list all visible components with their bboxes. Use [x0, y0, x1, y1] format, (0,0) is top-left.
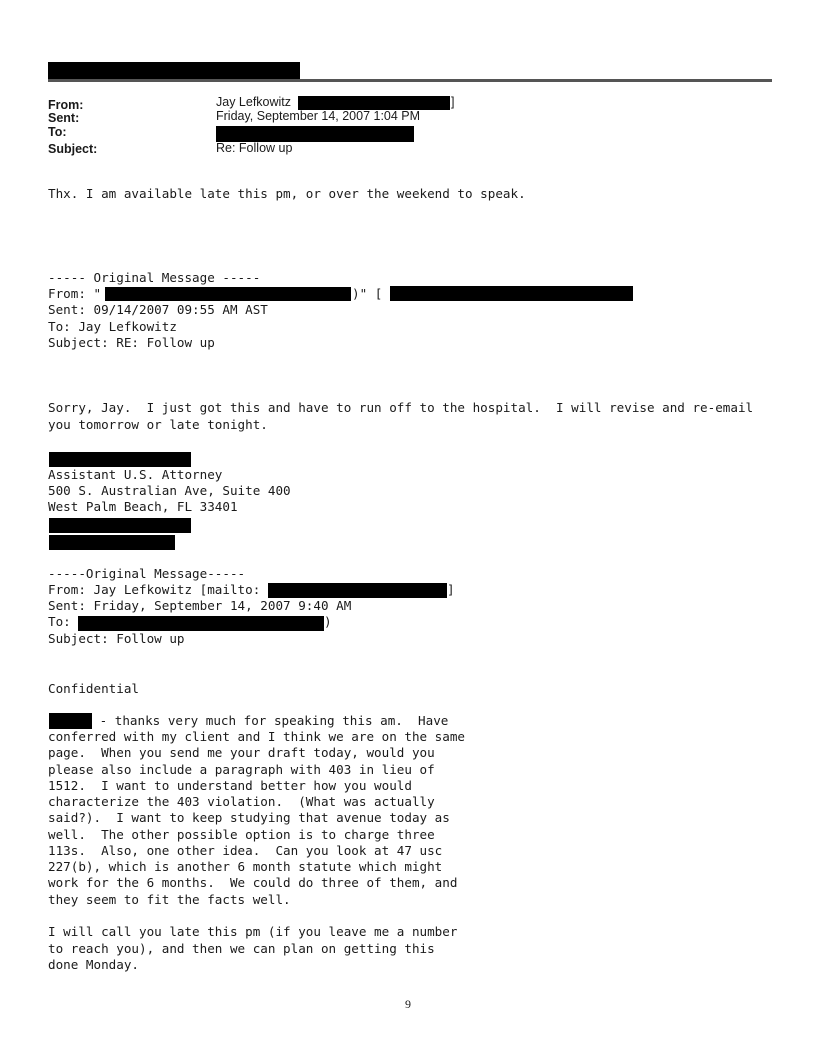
signature-city: West Palm Beach, FL 33401	[48, 499, 238, 514]
original-message-separator: ----- Original Message -----	[48, 270, 261, 285]
redaction-to	[216, 126, 414, 142]
from-label: From:	[48, 98, 84, 112]
redaction-original-2-email	[268, 583, 447, 598]
body-2-line-11: work for the 6 months. We could do three of them, and	[48, 875, 458, 890]
body-2-line-12: they seem to fit the facts well.	[48, 892, 291, 907]
sent-label: Sent:	[48, 111, 80, 125]
original-2-from: From: Jay Lefkowitz [mailto:	[48, 582, 261, 597]
signature-address: 500 S. Australian Ave, Suite 400	[48, 483, 291, 498]
original-2-sent: Sent: Friday, September 14, 2007 9:40 AM	[48, 598, 352, 613]
redaction-signature-phone	[49, 518, 191, 533]
body-2-line-9: 113s. Also, one other idea. Can you look at 47 usc	[48, 843, 443, 858]
body-1-line-2: you tomorrow or late tonight.	[48, 417, 268, 432]
redaction-recipient-name	[49, 713, 92, 729]
original-from-mid: )" [	[352, 286, 383, 301]
original-2-to-tail: )	[324, 614, 332, 629]
body-2-line-6: characterize the 403 violation. (What was actually	[48, 794, 435, 809]
body-2-line-8: well. The other possible option is to charge three	[48, 827, 435, 842]
body-2-line-10: 227(b), which is another 6 month statute which might	[48, 859, 443, 874]
original-2-to: To:	[48, 614, 71, 629]
body-3-line-3: done Monday.	[48, 957, 139, 972]
reply-body: Thx. I am available late this pm, or over the weekend to speak.	[48, 186, 526, 201]
sent-value: Friday, September 14, 2007 1:04 PM	[216, 109, 421, 123]
subject-value: Re: Follow up	[216, 141, 293, 155]
original-from-label: From: "	[48, 286, 102, 301]
body-1-line-1: Sorry, Jay. I just got this and have to run off to the hospital. I will revise and re-email	[48, 400, 754, 415]
redaction-signature-fax	[49, 535, 175, 550]
to-label: To:	[48, 125, 67, 139]
redaction-signature-name	[49, 452, 191, 467]
redaction-original-2-to	[78, 616, 324, 631]
redaction-original-from-name	[105, 287, 351, 301]
from-value-tail: ]	[451, 95, 455, 109]
body-3-line-2: to reach you), and then we can plan on getting this	[48, 941, 435, 956]
original-subject: Subject: RE: Follow up	[48, 335, 215, 350]
body-2-line-7: said?). I want to keep studying that avenue today as	[48, 810, 450, 825]
body-2-line-4: please also include a paragraph with 403 in lieu of	[48, 762, 435, 777]
original-2-from-tail: ]	[447, 582, 455, 597]
from-value: Jay Lefkowitz	[216, 95, 292, 109]
redaction-from-email	[298, 96, 450, 110]
original-2-subject: Subject: Follow up	[48, 631, 185, 646]
page-number: 9	[405, 997, 411, 1011]
header-rule	[48, 79, 772, 82]
redaction-original-from-email	[390, 286, 633, 301]
body-3-line-1: I will call you late this pm (if you leave me a number	[48, 924, 458, 939]
body-2-line-2: conferred with my client and I think we are on the same	[48, 729, 466, 744]
body-2-line-5: 1512. I want to understand better how you would	[48, 778, 412, 793]
confidential-label: Confidential	[48, 681, 139, 696]
subject-label: Subject:	[48, 142, 98, 156]
body-2-line-3: page. When you send me your draft today, would you	[48, 745, 435, 760]
original-to: To: Jay Lefkowitz	[48, 319, 177, 334]
original-message-2-separator: -----Original Message-----	[48, 566, 246, 581]
body-2-line-1: - thanks very much for speaking this am. Have	[92, 713, 449, 728]
signature-title: Assistant U.S. Attorney	[48, 467, 223, 482]
original-sent: Sent: 09/14/2007 09:55 AM AST	[48, 302, 268, 317]
